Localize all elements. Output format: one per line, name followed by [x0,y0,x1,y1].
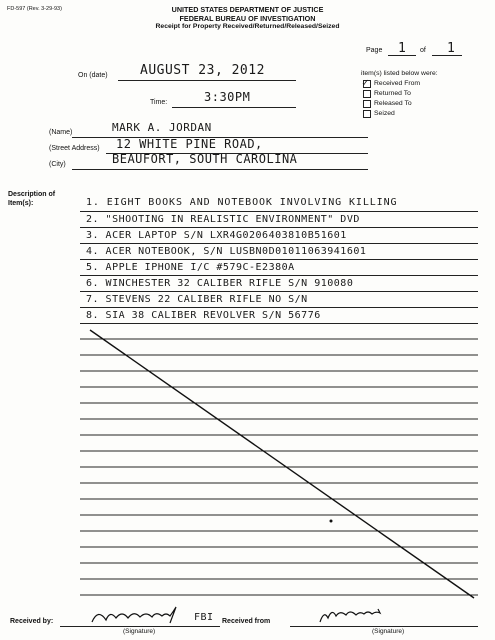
received-by-line [60,626,220,627]
page-number: 1 [398,41,407,56]
receiver-signature [92,607,176,623]
received-from-line [290,626,478,627]
blank-item-lines [80,339,478,595]
form-number: FD-597 (Rev. 3-29-93) [7,6,62,12]
street-value: 12 WHITE PINE ROAD, [116,137,263,151]
option-seized: Seized [374,110,395,117]
item-5: 5. APPLE IPHONE I/C #579C-E2380A [86,262,295,273]
page-label: Page [366,47,383,54]
fbi-text: FBI [194,612,214,623]
option-returned-to: Returned To [374,90,411,97]
time-value: 3:30PM [204,90,251,104]
department-title: UNITED STATES DEPARTMENT OF JUSTICE [171,5,324,14]
item-7: 7. STEVENS 22 CALIBER RIFLE NO S/N [86,294,308,305]
items-status-heading: item(s) listed below were: [361,70,438,77]
option-received-from: Received From [374,80,421,87]
date-value: AUGUST 23, 2012 [140,63,265,78]
item-2: 2. "SHOOTING IN REALISTIC ENVIRONMENT" DVD [86,214,360,225]
item-8: 8. SIA 38 CALIBER REVOLVER S/N 56776 [86,310,321,321]
name-label: (Name) [49,129,73,136]
city-label: (City) [49,161,66,168]
street-label: (Street Address) [49,145,100,152]
received-from-signature-caption: (Signature) [372,628,405,635]
option-released-to: Released To [374,100,412,107]
page-of-label: of [420,47,426,54]
items-label: Description of Item(s): [8,191,56,207]
item-6: 6. WINCHESTER 32 CALIBER RIFLE S/N 910080 [86,278,354,289]
form-subtitle: Receipt for Property Received/Returned/Released/Seized [155,23,340,30]
check-mark: ✓ [362,76,370,89]
item-4: 4. ACER NOTEBOOK, S/N LUSBN0D01011063941601 [86,246,367,257]
received-by-signature-caption: (Signature) [123,628,156,635]
stray-mark [330,520,333,523]
item-3: 3. ACER LAPTOP S/N LXR4G0206403810B51601 [86,230,347,241]
received-by-label: Received by: [10,618,54,625]
received-from-label: Received from [222,618,271,625]
city-value: BEAUFORT, SOUTH CAROLINA [112,152,298,166]
page-total: 1 [447,41,456,56]
agency-title: FEDERAL BUREAU OF INVESTIGATION [179,14,316,23]
giver-signature [320,609,380,622]
item-1: 1. EIGHT BOOKS AND NOTEBOOK INVOLVING KILLING [86,197,398,208]
date-label: On (date) [78,72,108,79]
void-diagonal-line [90,330,474,598]
name-value: MARK A. JORDAN [112,121,212,134]
time-label: Time: [150,99,168,106]
